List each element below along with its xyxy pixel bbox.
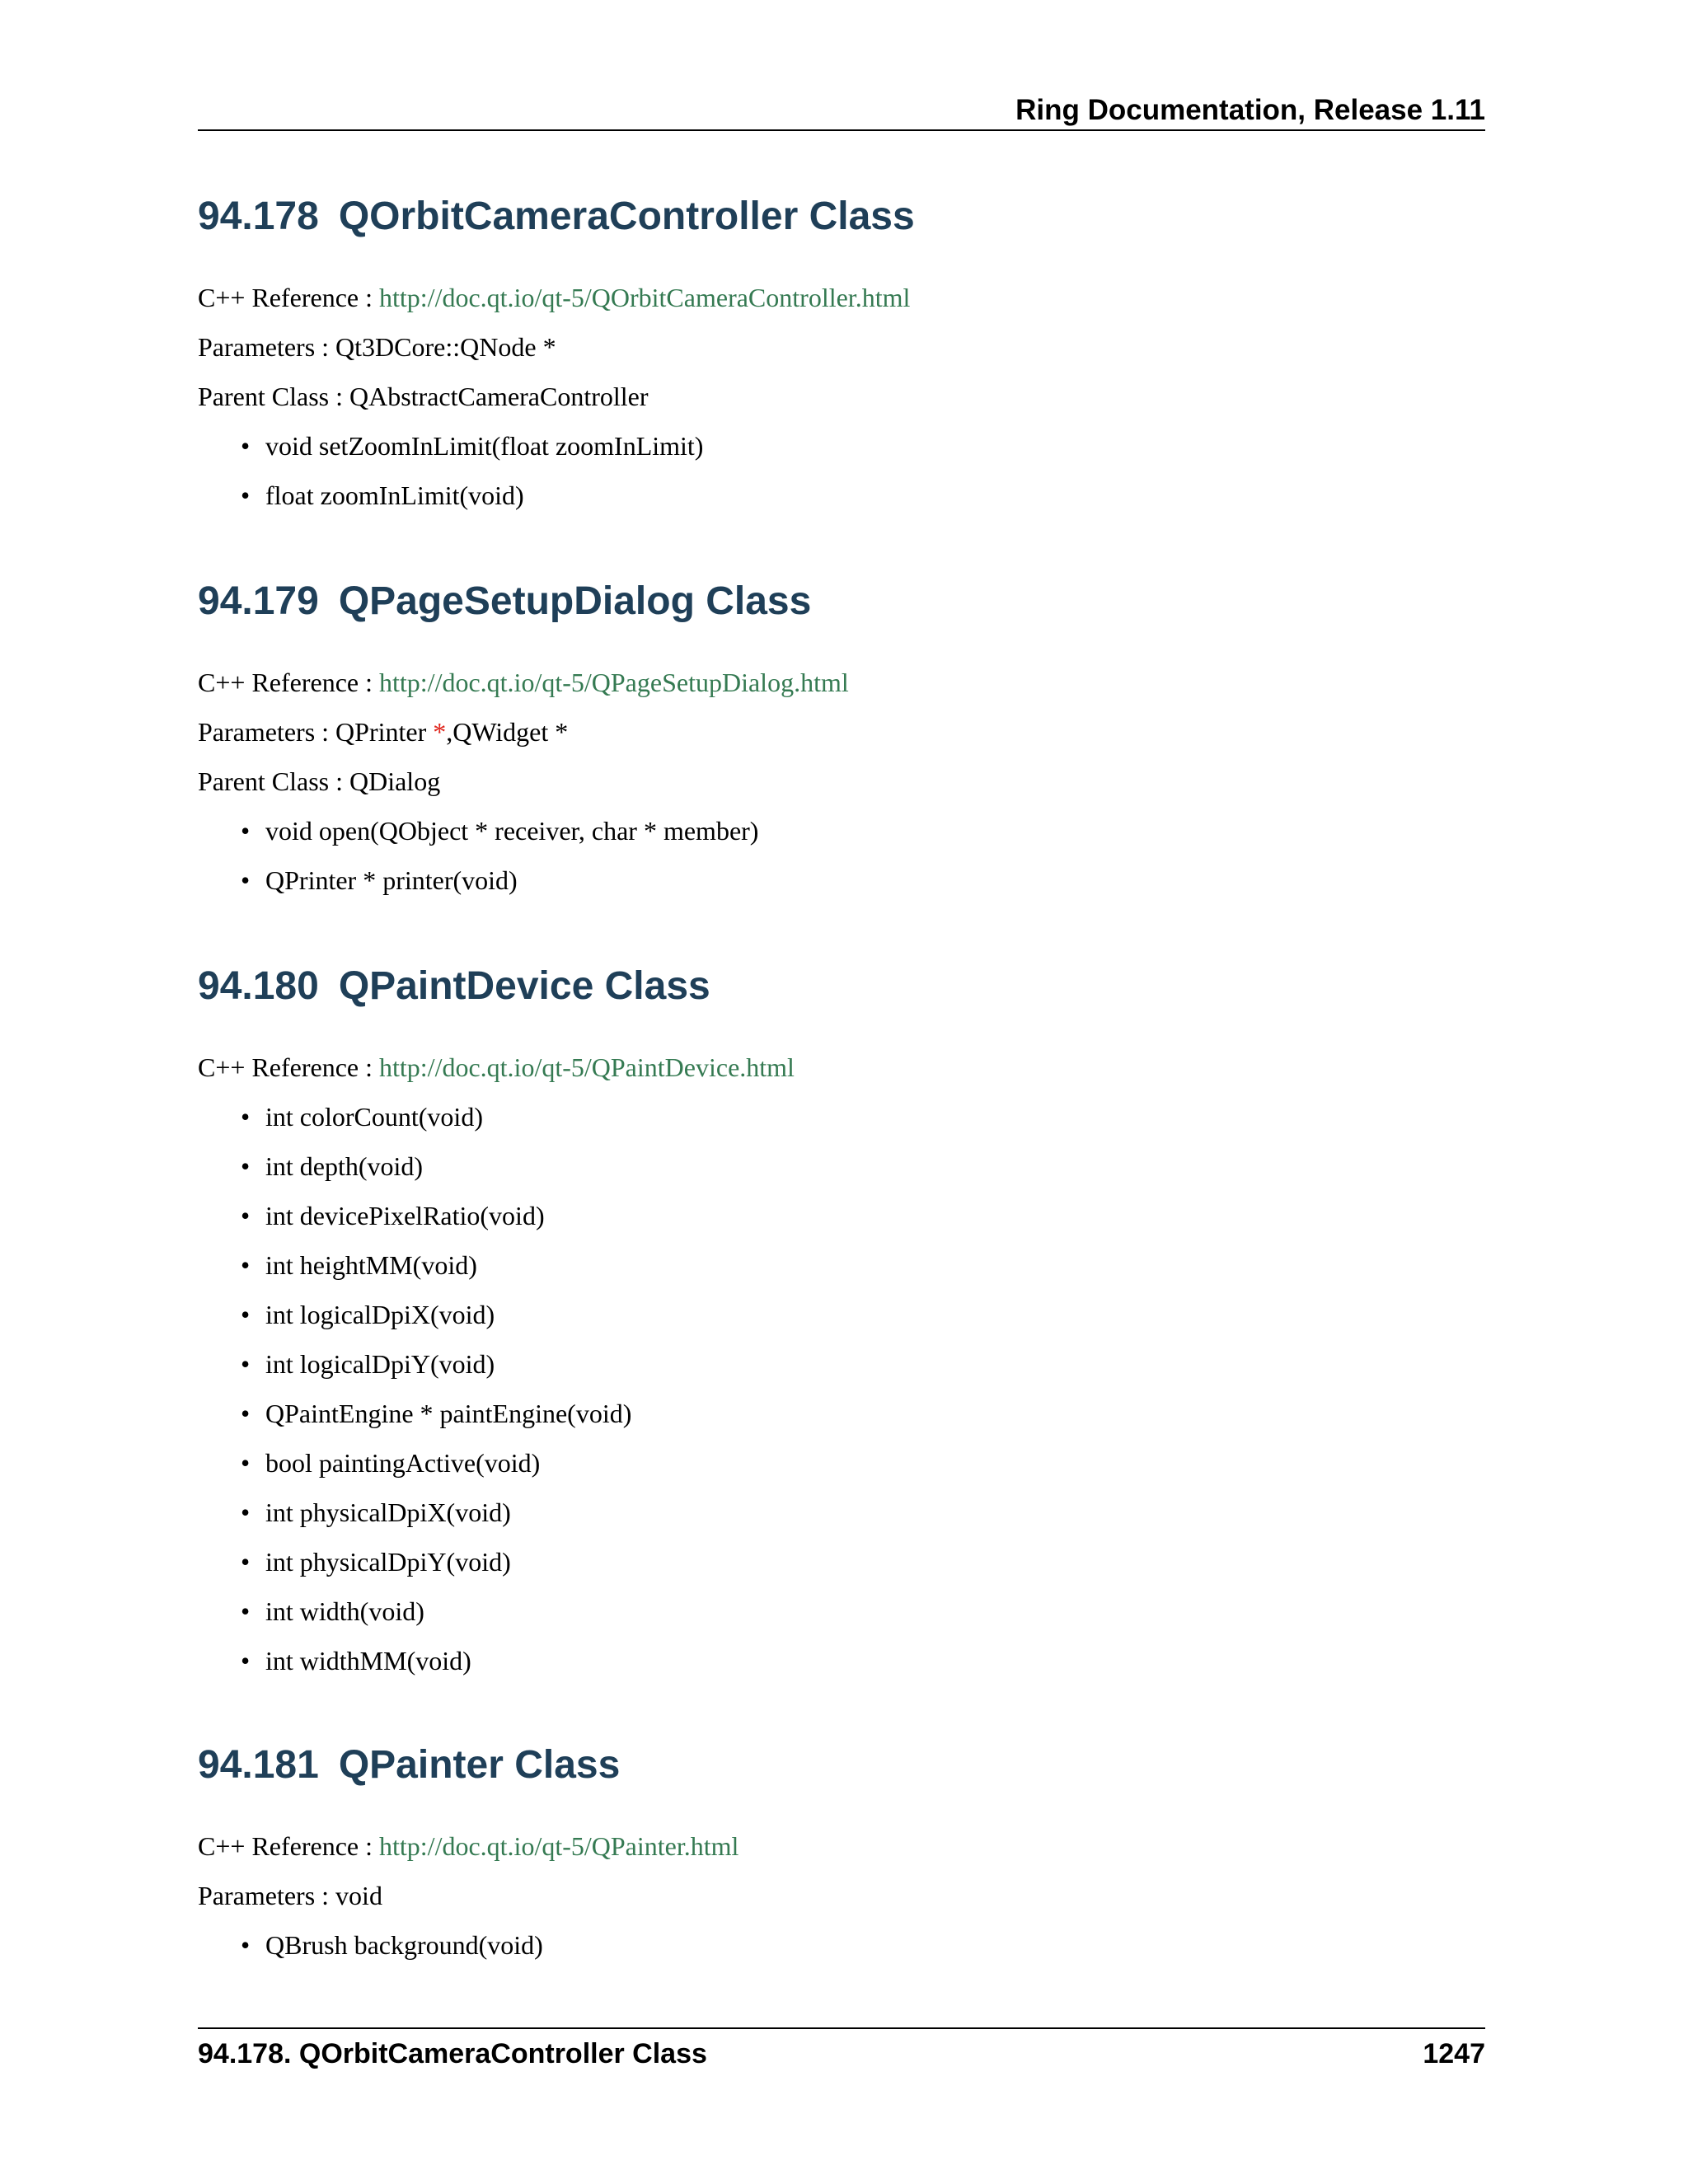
bullet-icon: • — [241, 1448, 251, 1478]
page-number: 1247 — [1423, 2038, 1485, 2069]
bullet-icon: • — [241, 1930, 251, 1960]
method-signature: QPrinter * printer(void) — [265, 865, 518, 895]
bullet-icon: • — [241, 1399, 251, 1428]
bullet-icon: • — [241, 1151, 251, 1181]
method-item — [198, 864, 1485, 913]
cpp-reference-link[interactable]: http://doc.qt.io/qt-5/QOrbitCameraController.html — [379, 283, 911, 312]
method-list — [198, 814, 1485, 913]
method-item — [198, 814, 1485, 864]
parameters-label: Parameters : — [198, 332, 330, 362]
bullet-icon: • — [241, 480, 251, 510]
method-item — [198, 1150, 1485, 1199]
method-signature: int heightMM(void) — [265, 1250, 477, 1280]
method-signature: int devicePixelRatio(void) — [265, 1201, 545, 1230]
section-qpainter — [198, 1741, 1485, 1978]
parameter-type: ,QWidget * — [446, 717, 569, 747]
parent-class-value: QDialog — [349, 766, 441, 796]
cpp-reference-line — [198, 666, 1485, 715]
bullet-icon: • — [241, 865, 251, 895]
section-qorbitcameracontroller — [198, 192, 1485, 528]
method-item — [198, 1199, 1485, 1249]
bullet-icon: • — [241, 1300, 251, 1329]
parent-class-label: Parent Class : — [198, 766, 343, 796]
method-list — [198, 1929, 1485, 1978]
method-signature: int physicalDpiY(void) — [265, 1547, 511, 1577]
bullet-icon: • — [241, 1547, 251, 1577]
parameters-value: Qt3DCore::QNode * — [335, 332, 556, 362]
method-item — [198, 1929, 1485, 1978]
section-qpaintdevice — [198, 962, 1485, 1694]
parent-class-line — [198, 765, 1485, 814]
parameter-type: QPrinter — [335, 717, 427, 747]
method-signature: int logicalDpiY(void) — [265, 1349, 495, 1379]
method-signature: int colorCount(void) — [265, 1102, 483, 1132]
method-item — [198, 1496, 1485, 1545]
bullet-icon: • — [241, 1250, 251, 1280]
section-title — [198, 577, 1485, 626]
cpp-reference-line — [198, 1830, 1485, 1879]
method-item — [198, 1298, 1485, 1347]
method-item — [198, 1249, 1485, 1298]
bullet-icon: • — [241, 1646, 251, 1675]
cpp-reference-label: C++ Reference : — [198, 1831, 373, 1861]
parameters-line — [198, 715, 1485, 765]
parameters-value — [335, 717, 568, 747]
cpp-reference-label: C++ Reference : — [198, 668, 373, 697]
cpp-reference-line — [198, 1051, 1485, 1100]
method-item — [198, 479, 1485, 528]
section-number: 94.180 — [198, 964, 319, 1008]
cpp-reference-link[interactable]: http://doc.qt.io/qt-5/QPageSetupDialog.html — [379, 668, 849, 697]
bullet-icon: • — [241, 1596, 251, 1626]
section-number: 94.179 — [198, 579, 319, 623]
method-list — [198, 429, 1485, 528]
cpp-reference-link[interactable]: http://doc.qt.io/qt-5/QPaintDevice.html — [379, 1052, 795, 1082]
section-title — [198, 962, 1485, 1011]
method-signature: float zoomInLimit(void) — [265, 480, 524, 510]
parent-class-label: Parent Class : — [198, 382, 343, 411]
footer-divider — [198, 2027, 1485, 2029]
bullet-icon: • — [241, 1349, 251, 1379]
method-signature: int physicalDpiX(void) — [265, 1497, 511, 1527]
method-item — [198, 1100, 1485, 1150]
method-item — [198, 1545, 1485, 1595]
parameters-value: void — [335, 1881, 382, 1910]
bullet-icon: • — [241, 816, 251, 846]
pointer-star-highlight: * — [433, 717, 447, 747]
bullet-icon: • — [241, 1497, 251, 1527]
bullet-icon: • — [241, 431, 251, 461]
method-item — [198, 1446, 1485, 1496]
section-title — [198, 192, 1485, 241]
parameters-label: Parameters : — [198, 717, 330, 747]
method-signature: int width(void) — [265, 1596, 424, 1626]
section-qpagesetupdialog — [198, 577, 1485, 913]
cpp-reference-label: C++ Reference : — [198, 283, 373, 312]
method-item — [198, 429, 1485, 479]
method-item — [198, 1347, 1485, 1397]
document-page — [198, 0, 1485, 2184]
method-item — [198, 1595, 1485, 1644]
section-title-text: QPainter Class — [338, 1743, 621, 1787]
footer-section-title: 94.178. QOrbitCameraController Class — [198, 2038, 707, 2069]
parameters-label: Parameters : — [198, 1881, 330, 1910]
parameters-line — [198, 1879, 1485, 1929]
cpp-reference-link[interactable]: http://doc.qt.io/qt-5/QPainter.html — [379, 1831, 739, 1861]
method-signature: int logicalDpiX(void) — [265, 1300, 495, 1329]
running-header: Ring Documentation, Release 1.11 — [1015, 94, 1485, 126]
method-signature: int depth(void) — [265, 1151, 424, 1181]
method-signature: int widthMM(void) — [265, 1646, 471, 1675]
method-item — [198, 1397, 1485, 1446]
section-title-text: QOrbitCameraController Class — [338, 194, 915, 238]
section-title-text: QPaintDevice Class — [338, 964, 710, 1008]
method-signature: void open(QObject * receiver, char * member) — [265, 816, 759, 846]
cpp-reference-label: C++ Reference : — [198, 1052, 373, 1082]
parent-class-line — [198, 380, 1485, 429]
parameters-line — [198, 330, 1485, 380]
method-list — [198, 1100, 1485, 1694]
section-number: 94.181 — [198, 1743, 319, 1787]
cpp-reference-line — [198, 281, 1485, 330]
section-title — [198, 1741, 1485, 1790]
section-title-text: QPageSetupDialog Class — [338, 579, 812, 623]
method-signature: QPaintEngine * paintEngine(void) — [265, 1399, 632, 1428]
method-item — [198, 1644, 1485, 1694]
bullet-icon: • — [241, 1201, 251, 1230]
bullet-icon: • — [241, 1102, 251, 1132]
method-signature: QBrush background(void) — [265, 1930, 543, 1960]
method-signature: void setZoomInLimit(float zoomInLimit) — [265, 431, 704, 461]
method-signature: bool paintingActive(void) — [265, 1448, 541, 1478]
parent-class-value: QAbstractCameraController — [349, 382, 649, 411]
header-divider — [198, 129, 1485, 131]
section-number: 94.178 — [198, 194, 319, 238]
